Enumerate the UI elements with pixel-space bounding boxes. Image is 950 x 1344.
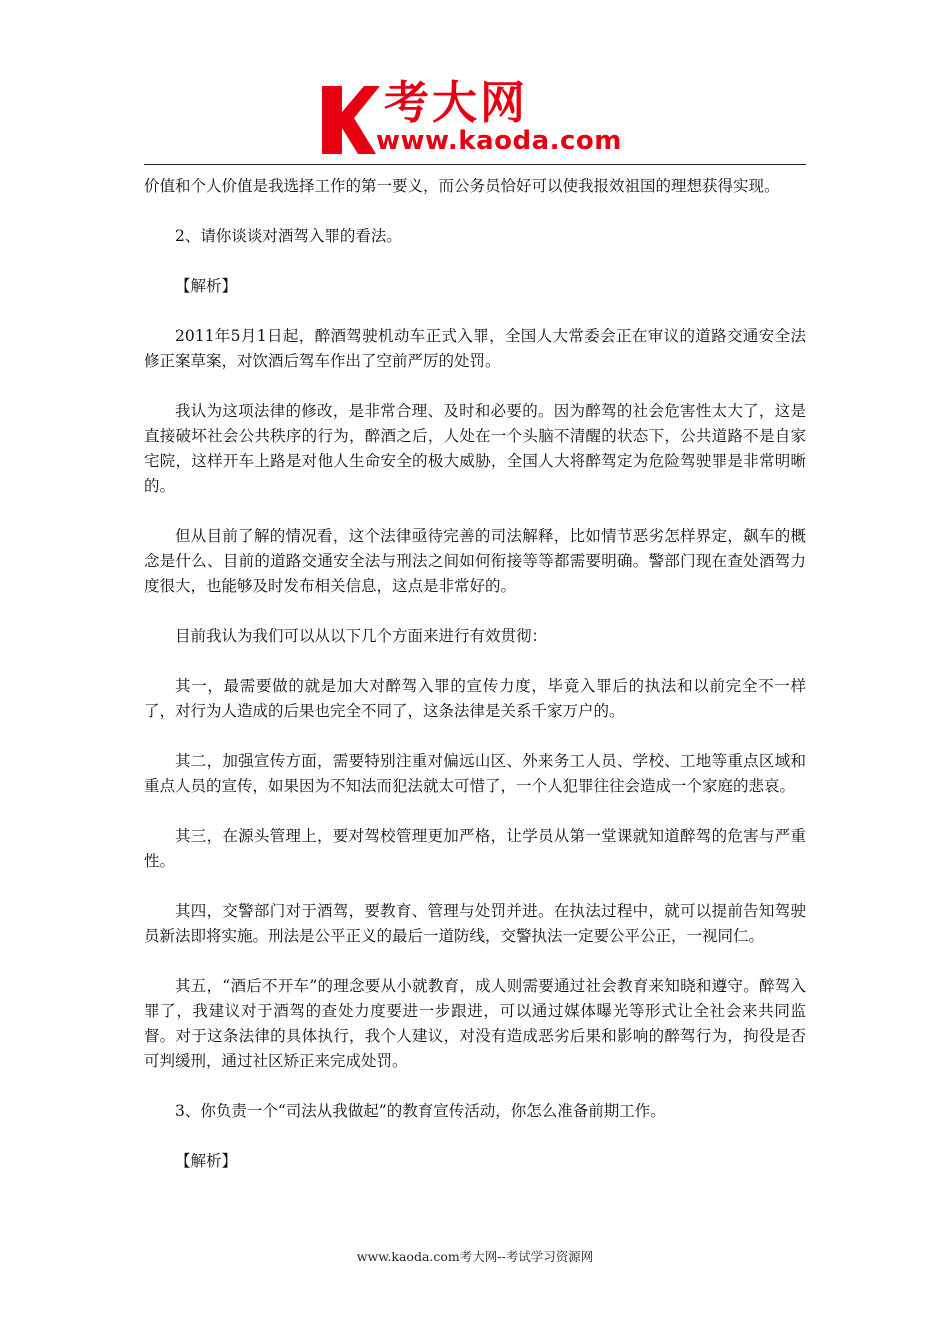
question-2: 2、请你谈谈对酒驾入罪的看法。 (175, 227, 402, 245)
point-2: 其二，加强宣传方面，需要特别注重对偏远山区、外来务工人员、学校、工地等重点区域和重点人员的宣传，如果因为不知法而犯法就太可惜了，一个人犯罪往往会造成一个家庭的悲哀。 (144, 752, 806, 795)
document-body (144, 174, 806, 1199)
point-3: 其三，在源头管理上，要对驾校管理更加严格，让学员从第一堂课就知道醉驾的危害与严重性。 (144, 827, 806, 870)
point-5: 其五，“酒后不开车”的理念要从小就教育，成人则需要通过社会教育来知晓和遵守。醉驾入罪了，我建议对于酒驾的查处力度要进一步跟进，可以通过媒体曝光等形式让全社会来共同监督。对于这条法律的具体执行，我个人建议，对没有造成恶劣后果和影响的醉驾行为，拘役是否可判缓刑，通过社区矫正来完成处罚。 (144, 977, 806, 1070)
page-footer: www.kaoda.com考大网--考试学习资源网 (356, 1249, 594, 1264)
paragraph: 我认为这项法律的修改，是非常合理、及时和必要的。因为醉驾的社会危害性太大了，这是直接破坏社会公共秩序的行为，醉酒之后，人处在一个头脑不清醒的状态下，公共道路不是自家宅院，这样开车上路是对他人生命安全的极大威胁，全国人大将醉驾定为危险驾驶罪是非常明晰的。 (144, 402, 806, 495)
logo-url: www.kaoda.com (376, 126, 622, 156)
logo-chinese-name: 考大网 (384, 76, 529, 129)
analysis-heading: 【解析】 (175, 1152, 238, 1170)
paragraph: 2011年5月1日起，醉酒驾驶机动车正式入罪，全国人大常委会正在审议的道路交通安全法修正案草案，对饮酒后驾车作出了空前严厉的处罚。 (144, 327, 806, 370)
point-1: 其一，最需要做的就是加大对醉驾入罪的宣传力度，毕竟入罪后的执法和以前完全不一样了，对行为人造成的后果也完全不同了，这条法律是关系千家万户的。 (144, 677, 806, 720)
header-divider (144, 164, 806, 165)
point-4: 其四，交警部门对于酒驾，要教育、管理与处罚并进。在执法过程中，就可以提前告知驾驶员新法即将实施。刑法是公平正义的最后一道防线，交警执法一定要公平公正，一视同仁。 (144, 902, 806, 945)
question-3: 3、你负责一个“司法从我做起”的教育宣传活动，你怎么准备前期工作。 (175, 1102, 666, 1120)
analysis-heading: 【解析】 (175, 277, 238, 295)
paragraph: 目前我认为我们可以从以下几个方面来进行有效贯彻： (175, 627, 548, 645)
k-logo-icon (318, 82, 382, 158)
paragraph: 但从目前了解的情况看，这个法律亟待完善的司法解释，比如情节恶劣怎样界定，飙车的概念是什么、目前的道路交通安全法与刑法之间如何衔接等等都需要明确。警部门现在查处酒驾力度很大，也能够及时发布相关信息，这点是非常好的。 (144, 527, 806, 595)
kaoda-logo (318, 76, 638, 158)
paragraph-continued: 价值和个人价值是我选择工作的第一要义，而公务员恰好可以使我报效祖国的理想获得实现。 (144, 177, 780, 195)
